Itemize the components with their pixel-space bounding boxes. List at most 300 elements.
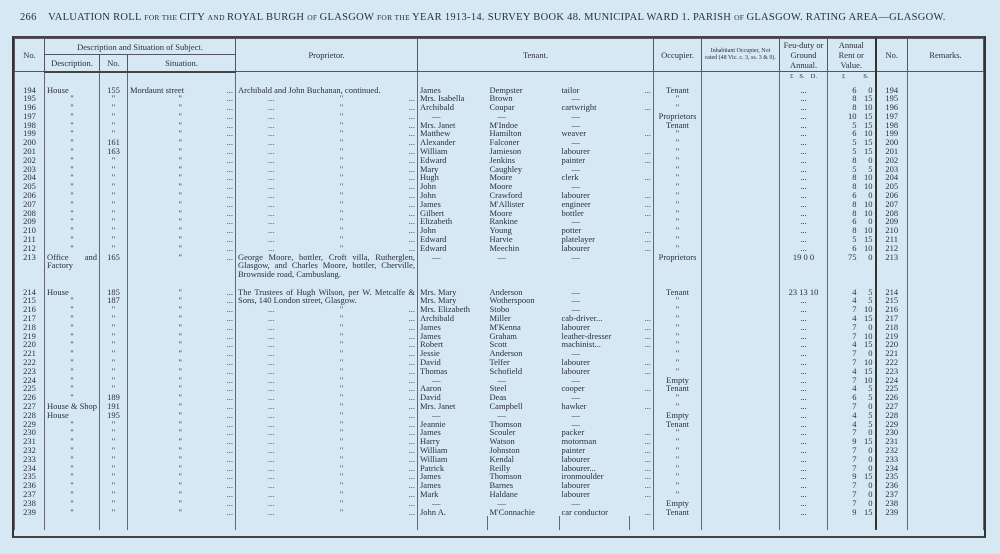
subject-number: 189: [100, 393, 128, 402]
leader-dots: ...: [630, 226, 654, 235]
rent-shillings: 10: [864, 181, 873, 192]
proprietor: ... " ...: [236, 411, 418, 420]
occupation: potter: [561, 225, 582, 236]
subject-number: 185: [100, 288, 128, 297]
occupier-status: ": [654, 226, 702, 235]
leader-dots: [630, 112, 654, 121]
title-fragment: GLASGOW: [319, 12, 377, 23]
description: House: [45, 411, 100, 420]
inhabitant-occupier: [702, 340, 780, 349]
occupier-status: ": [654, 129, 702, 138]
tenant-first-name: Edward: [418, 156, 488, 165]
rent-shillings: 5: [868, 418, 873, 429]
occupation: cooper: [561, 383, 585, 394]
description: ": [45, 358, 100, 367]
entry-number-right: 235: [876, 472, 908, 481]
occupier-status: ": [654, 428, 702, 437]
tenant-first-name: John A.: [418, 508, 488, 517]
rent-shillings: 15: [864, 313, 873, 324]
entry-number-right: 205: [876, 182, 908, 191]
entry-number: 205: [15, 182, 45, 191]
situation: " ...: [128, 376, 236, 385]
tenant-first-name: Mrs. Mary: [418, 288, 488, 297]
occupier-status: ": [654, 235, 702, 244]
situation: " ...: [128, 288, 236, 297]
occupation: —: [571, 409, 580, 420]
unit-shillings: S.: [863, 73, 869, 80]
feu-duty: ...: [780, 244, 828, 253]
tenant-first-name: David: [418, 393, 488, 402]
title-fragment: ROYAL BURGH: [227, 12, 308, 23]
subject-number: ": [100, 191, 128, 200]
tenant-first-name: Robert: [418, 340, 488, 349]
entry-number-right: 216: [876, 305, 908, 314]
feu-duty: ...: [780, 235, 828, 244]
proprietor: ... " ...: [236, 393, 418, 402]
inhabitant-occupier: [702, 156, 780, 165]
subject-number: ": [100, 332, 128, 341]
occupier-status: Tenant: [654, 288, 702, 297]
feu-duty: ...: [780, 367, 828, 376]
proprietor: ... " ...: [236, 455, 418, 464]
tenant-surname: Young: [489, 225, 512, 236]
inhabitant-occupier: [702, 402, 780, 411]
entry-number-right: 223: [876, 367, 908, 376]
rent-pounds: 5: [852, 119, 857, 130]
entry-number: 212: [15, 244, 45, 253]
rent-pounds: 4: [852, 295, 857, 306]
description: House: [45, 83, 100, 95]
remarks: [908, 508, 984, 517]
tenant-surname: Wotherspoon: [489, 295, 535, 306]
entry-number: 198: [15, 121, 45, 130]
rent-pounds: 5: [852, 163, 857, 174]
occupier-status: ": [654, 244, 702, 253]
entry-number: 224: [15, 376, 45, 385]
rent-shillings: 0: [868, 251, 873, 262]
occupier-status: Empty: [654, 411, 702, 420]
tenant-surname: Steel: [489, 383, 507, 394]
leader-dots: ...: [630, 508, 654, 517]
proprietor: George Moore, bottler, Croft villa, Rutherglen, Glasgow, and Charles Moore, bottler, Cherville, Brownside road, Cambuslang.: [236, 253, 418, 288]
subject-number: ": [100, 508, 128, 517]
description: ": [45, 165, 100, 174]
occupier-status: ": [654, 165, 702, 174]
subject-number: 195: [100, 411, 128, 420]
description: ": [45, 393, 100, 402]
entry-number-right: 224: [876, 376, 908, 385]
tenant-surname: —: [497, 409, 506, 420]
tenant-first-name: Mark: [418, 490, 488, 499]
feu-duty: ...: [780, 138, 828, 147]
feu-duty: ...: [780, 147, 828, 156]
feu-duty: ...: [780, 165, 828, 174]
situation: " ...: [128, 235, 236, 244]
subject-number: ": [100, 182, 128, 191]
situation: " ...: [128, 305, 236, 314]
inhabitant-occupier: [702, 138, 780, 147]
inhabitant-occupier: [702, 437, 780, 446]
unit-pounds: £: [842, 73, 846, 80]
feu-duty: ...: [780, 305, 828, 314]
tenant-first-name: Thomas: [418, 367, 488, 376]
description: House & Shop: [45, 402, 100, 411]
entry-number: 204: [15, 173, 45, 182]
entry-number-right: 210: [876, 226, 908, 235]
proprietor: ... " ...: [236, 129, 418, 138]
entry-number-right: 204: [876, 173, 908, 182]
situation: " ...: [128, 393, 236, 402]
occupation: tailor: [561, 84, 580, 95]
rent-pounds: 8: [852, 181, 857, 192]
occupation: labourer: [561, 480, 590, 491]
situation: " ...: [128, 244, 236, 253]
tenant-surname: M'Indoe: [489, 119, 518, 130]
proprietor: ... " ...: [236, 112, 418, 121]
entry-number-right: 227: [876, 402, 908, 411]
situation: " ...: [128, 182, 236, 191]
subject-number: ": [100, 103, 128, 112]
description: ": [45, 428, 100, 437]
title-fragment: OF: [734, 13, 747, 22]
tenant-surname: Jenkins: [489, 154, 515, 165]
tenant-surname: Brown: [489, 93, 513, 104]
tenant-first-name: Alexander: [418, 138, 488, 147]
entry-number: 207: [15, 200, 45, 209]
feu-duty: ...: [780, 200, 828, 209]
situation: " ...: [128, 358, 236, 367]
table-row: [15, 508, 984, 517]
tenant-first-name: John: [418, 182, 488, 191]
occupation: labourer: [561, 321, 590, 332]
rent-pounds: 7: [852, 374, 857, 385]
situation: " ...: [128, 332, 236, 341]
valuation-roll-table: [12, 36, 986, 538]
description: House: [45, 288, 100, 297]
subject-number: ": [100, 94, 128, 103]
entry-number-right: 213: [876, 253, 908, 288]
rent-pounds: 7: [852, 401, 857, 411]
feu-duty: ...: [780, 446, 828, 455]
subject-number: ": [100, 112, 128, 121]
subject-number: 163: [100, 147, 128, 156]
occupation: leather-dresser: [561, 330, 612, 341]
remarks: [908, 173, 984, 182]
subject-number: ": [100, 200, 128, 209]
tenant-first-name: James: [418, 83, 488, 95]
entry-number-right: 231: [876, 437, 908, 446]
entry-number: 197: [15, 112, 45, 121]
subject-number: ": [100, 499, 128, 508]
subject-number: ": [100, 156, 128, 165]
proprietor: ... " ...: [236, 472, 418, 481]
feu-duty: ...: [780, 490, 828, 499]
tenant-first-name: Mrs. Mary: [418, 296, 488, 305]
subject-number: 155: [100, 83, 128, 95]
feu-duty: ...: [780, 464, 828, 473]
page-title: [48, 12, 946, 23]
entry-number-right: 219: [876, 332, 908, 341]
situation: " ...: [128, 209, 236, 218]
situation: " ...: [128, 367, 236, 376]
feu-duty: ...: [780, 226, 828, 235]
proprietor: ... " ...: [236, 209, 418, 218]
tenant-surname: —: [497, 110, 506, 121]
inhabitant-occupier: [702, 428, 780, 437]
subject-number: ": [100, 420, 128, 429]
situation: " ...: [128, 129, 236, 138]
remarks: [908, 428, 984, 437]
tenant-surname: Dempster: [489, 84, 523, 95]
tenant-first-name: Edward: [418, 244, 488, 253]
situation: " ...: [128, 420, 236, 429]
leader-dots: ...: [630, 191, 654, 200]
occupation: labourer: [561, 190, 590, 201]
remarks: [908, 437, 984, 446]
occupation: —: [571, 110, 580, 121]
entry-number: 214: [15, 288, 45, 297]
occupation: clerk: [561, 172, 579, 183]
tenant-surname: Scouler: [489, 427, 516, 438]
proprietor: ... " ...: [236, 490, 418, 499]
tenant-first-name: Patrick: [418, 464, 488, 473]
entry-number: 236: [15, 481, 45, 490]
annual-rent: [828, 508, 876, 517]
inhabitant-occupier: [702, 305, 780, 314]
remarks: [908, 499, 984, 508]
proprietor: ... " ...: [236, 94, 418, 103]
units-row: [15, 72, 984, 83]
entry-number-right: 221: [876, 349, 908, 358]
tenant-first-name: Aaron: [418, 384, 488, 393]
tenant-surname: Caughley: [489, 163, 523, 174]
header-occupier: Occupier.: [654, 39, 702, 72]
tenant-surname: Barnes: [489, 480, 514, 491]
occupation: —: [571, 295, 580, 306]
proprietor: ... " ...: [236, 121, 418, 130]
entry-number-right: 228: [876, 411, 908, 420]
proprietor: ... " ...: [236, 191, 418, 200]
remarks: [908, 253, 984, 288]
rent-pounds: 7: [852, 444, 857, 455]
entry-number: 196: [15, 103, 45, 112]
situation: " ...: [128, 323, 236, 332]
rent-shillings: 0: [868, 190, 873, 201]
inhabitant-occupier: [702, 358, 780, 367]
inhabitant-occupier: [702, 508, 780, 517]
occupier-status: ": [654, 358, 702, 367]
inhabitant-occupier: [702, 165, 780, 174]
occupation: painter: [561, 154, 586, 165]
entry-number-right: 230: [876, 428, 908, 437]
feu-duty: ...: [780, 402, 828, 411]
entry-number-right: 215: [876, 296, 908, 305]
rent-shillings: 15: [864, 339, 873, 350]
rent-shillings: 15: [864, 365, 873, 376]
remarks: [908, 490, 984, 499]
tenant-first-name: Archibald: [418, 314, 488, 323]
tenant-first-name: Jeannie: [418, 420, 488, 429]
entry-number: 231: [15, 437, 45, 446]
inhabitant-occupier: [702, 112, 780, 121]
feu-duty: ...: [780, 129, 828, 138]
header-proprietor: Proprietor.: [236, 39, 418, 72]
situation: " ...: [128, 499, 236, 508]
occupation: labourer: [561, 488, 590, 499]
header-inhabitant-occupier: Inhabitant Occupier, Not rated (48 Vic. c. 3, ss. 3 & 9).: [702, 39, 780, 72]
subject-number: ": [100, 244, 128, 253]
inhabitant-occupier: [702, 323, 780, 332]
leader-dots: ...: [630, 209, 654, 218]
tenant-surname: Watson: [489, 436, 515, 447]
tenant-first-name: Archibald: [418, 103, 488, 112]
description: ": [45, 200, 100, 209]
unit-pounds: £: [790, 73, 794, 80]
remarks: [908, 147, 984, 156]
description: ": [45, 138, 100, 147]
entry-number: 216: [15, 305, 45, 314]
leader-dots: ...: [630, 367, 654, 376]
occupation: hawker: [561, 401, 587, 411]
occupation: labourer: [561, 357, 590, 368]
remarks: [908, 402, 984, 411]
rent-shillings: 15: [864, 146, 873, 157]
occupation: cab-driver...: [561, 313, 603, 324]
leader-dots: ...: [630, 481, 654, 490]
description: ": [45, 129, 100, 138]
inhabitant-occupier: [702, 121, 780, 130]
rent-pounds: 8: [852, 102, 857, 113]
leader-dots: ...: [630, 340, 654, 349]
tenant-first-name: Jessie: [418, 349, 488, 358]
tenant-surname: —: [497, 497, 506, 508]
description: ": [45, 481, 100, 490]
situation: " ...: [128, 173, 236, 182]
occupation: —: [571, 93, 580, 104]
description: ": [45, 508, 100, 517]
entry-number-right: 225: [876, 384, 908, 393]
tenant-first-name: John: [418, 191, 488, 200]
occupier-status: Tenant: [654, 121, 702, 130]
inhabitant-occupier: [702, 217, 780, 226]
tenant-surname: Thomson: [489, 471, 522, 482]
situation: " ...: [128, 437, 236, 446]
rent-shillings: 10: [864, 225, 873, 236]
rent-pounds: 6: [852, 392, 857, 403]
rent-pounds: 7: [852, 462, 857, 473]
occupier-status: Proprietors: [654, 112, 702, 121]
leader-dots: ...: [630, 437, 654, 446]
proprietor: ... " ...: [236, 314, 418, 323]
inhabitant-occupier: [702, 367, 780, 376]
occupation: machinist...: [561, 339, 601, 350]
feu-duty: ...: [780, 94, 828, 103]
subject-number: ": [100, 340, 128, 349]
rent-shillings: 10: [864, 172, 873, 183]
occupier-status: ": [654, 173, 702, 182]
rent-pounds: 8: [852, 225, 857, 236]
rent-pounds: 4: [852, 339, 857, 350]
occupier-status: ": [654, 200, 702, 209]
inhabitant-occupier: [702, 481, 780, 490]
remarks: [908, 323, 984, 332]
rent-pounds: 6: [852, 242, 857, 253]
rent-shillings: 10: [864, 374, 873, 385]
subject-number: 161: [100, 138, 128, 147]
entry-number-right: 209: [876, 217, 908, 226]
proprietor: Archibald and John Buchanan, continued.: [236, 83, 418, 95]
remarks: [908, 235, 984, 244]
tenant-first-name: —: [418, 499, 488, 508]
description: ": [45, 235, 100, 244]
header-annual-rent: Annual Rent or Value.: [828, 39, 876, 72]
subject-number: ": [100, 235, 128, 244]
tenant-first-name: Mary: [418, 165, 488, 174]
inhabitant-occupier: [702, 129, 780, 138]
entry-number: 215: [15, 296, 45, 305]
occupation: —: [571, 497, 580, 508]
leader-dots: ...: [630, 446, 654, 455]
title-fragment: YEAR 1913-14. SURVEY BOOK 48. MUNICIPAL WARD 1. PARISH: [412, 12, 735, 23]
occupier-status: ": [654, 349, 702, 358]
description: ": [45, 472, 100, 481]
entry-number: 206: [15, 191, 45, 200]
tenant-first-name: Edward: [418, 235, 488, 244]
feu-duty: ...: [780, 411, 828, 420]
entry-number: 227: [15, 402, 45, 411]
situation: " ...: [128, 138, 236, 147]
tenant-surname: Campbell: [489, 401, 523, 411]
entry-number: 223: [15, 367, 45, 376]
leader-dots: ...: [630, 156, 654, 165]
description: ": [45, 376, 100, 385]
leader-dots: ...: [630, 129, 654, 138]
description: ": [45, 112, 100, 121]
occupation: labourer: [561, 453, 590, 464]
subject-number: ": [100, 376, 128, 385]
header-tenant: Tenant.: [418, 39, 654, 72]
occupier-status: ": [654, 94, 702, 103]
inhabitant-occupier: [702, 420, 780, 429]
rent-shillings: 15: [864, 110, 873, 121]
subject-number: ": [100, 490, 128, 499]
occupier-status: Tenant: [654, 83, 702, 95]
situation: " ...: [128, 472, 236, 481]
proprietor: ... " ...: [236, 402, 418, 411]
tenant-surname: Crawford: [489, 190, 523, 201]
leader-dots: ...: [630, 428, 654, 437]
feu-duty: ...: [780, 340, 828, 349]
feu-duty: 19 0 0: [780, 253, 828, 288]
leader-dots: ...: [630, 200, 654, 209]
proprietor: ... " ...: [236, 165, 418, 174]
tenant-surname: Rankine: [489, 216, 518, 227]
entry-number: 200: [15, 138, 45, 147]
rent-shillings: 10: [864, 304, 873, 315]
occupation: —: [571, 119, 580, 130]
entry-number-right: 229: [876, 420, 908, 429]
description: ": [45, 209, 100, 218]
entry-number-right: 212: [876, 244, 908, 253]
description: ": [45, 437, 100, 446]
tenant-first-name: Mrs. Janet: [418, 121, 488, 130]
title-fragment: OF: [307, 13, 320, 22]
inhabitant-occupier: [702, 173, 780, 182]
rent-shillings: 5: [868, 409, 873, 420]
rent-shillings: 10: [864, 242, 873, 253]
inhabitant-occupier: [702, 472, 780, 481]
description: ": [45, 173, 100, 182]
